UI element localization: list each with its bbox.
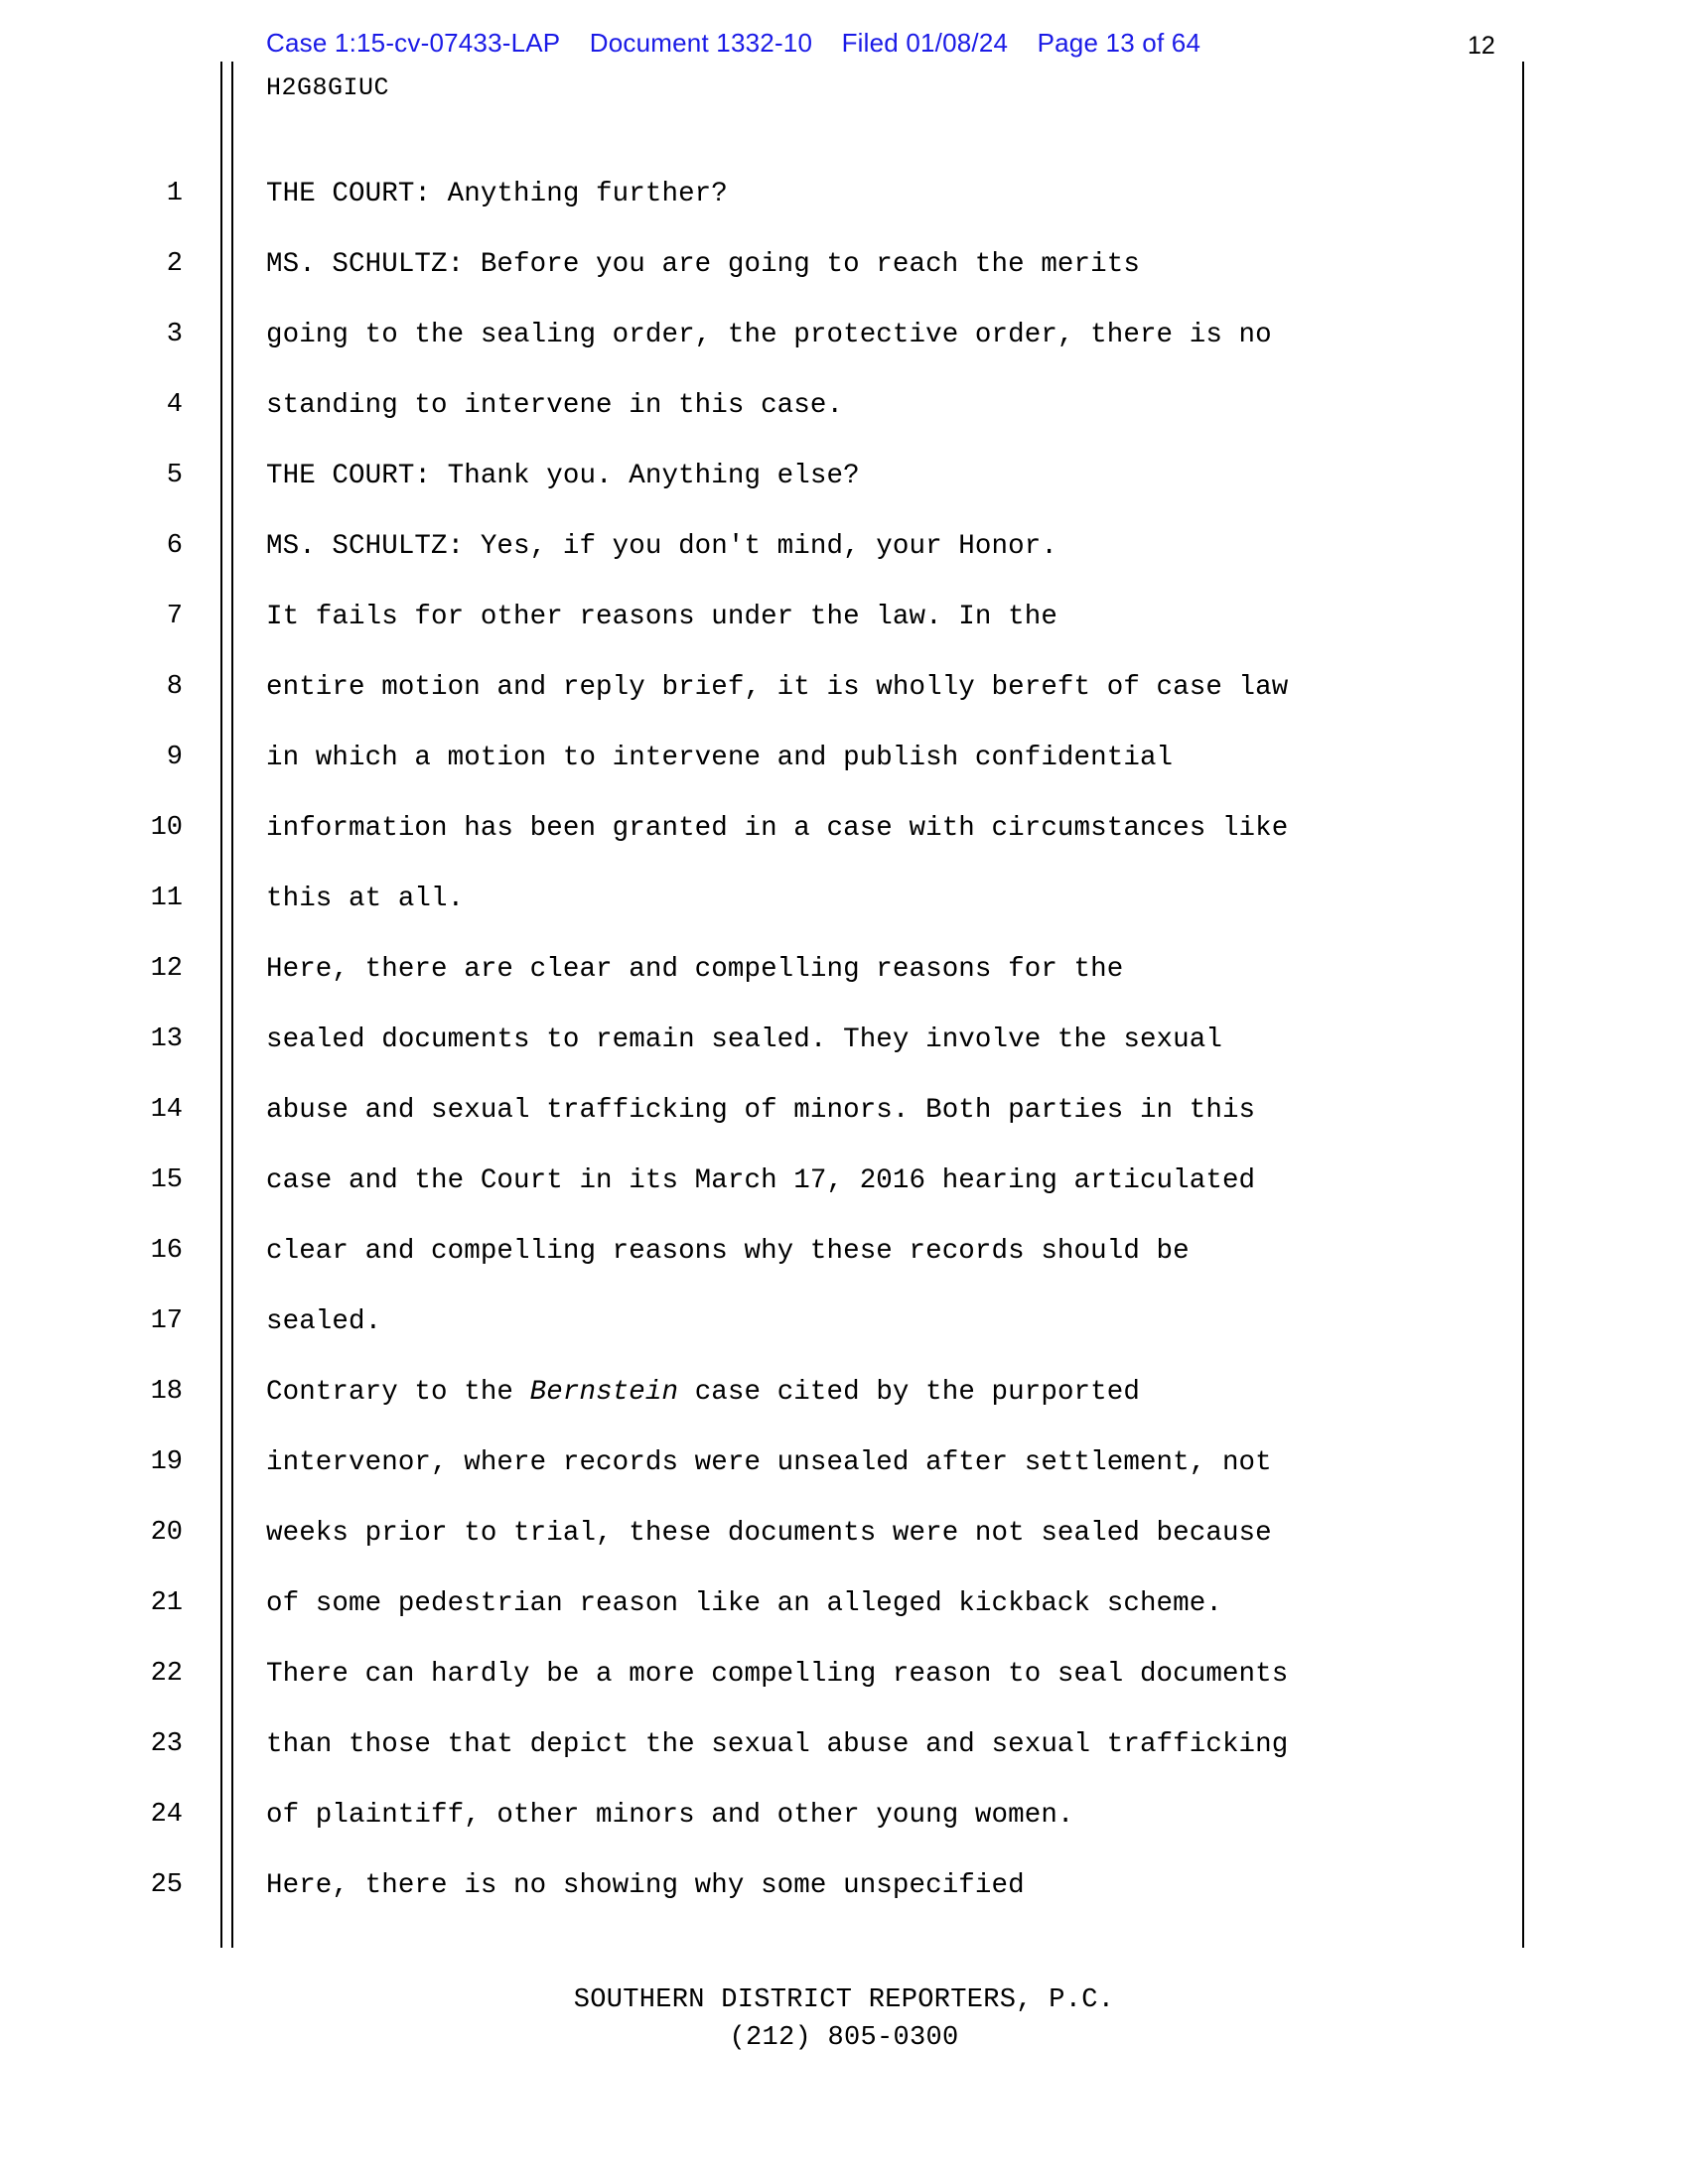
line-text: Here, there is no showing why some unspecified — [266, 1870, 1025, 1901]
line-number: 25 — [150, 1870, 183, 1900]
line-text: intervenor, where records were unsealed after settlement, not — [266, 1447, 1272, 1478]
line-number: 15 — [150, 1165, 183, 1195]
line-number: 21 — [150, 1588, 183, 1618]
transcript-line — [0, 1146, 1688, 1216]
page-number: 12 — [1468, 32, 1495, 60]
transcript-line — [0, 1780, 1688, 1850]
line-text: of plaintiff, other minors and other young women. — [266, 1800, 1074, 1831]
line-number: 8 — [166, 672, 183, 702]
line-text: case and the Court in its March 17, 2016 hearing articulated — [266, 1165, 1256, 1196]
ecf-filing-stamp — [266, 28, 1418, 59]
line-text: abuse and sexual trafficking of minors. Both parties in this — [266, 1095, 1256, 1126]
line-text: MS. SCHULTZ: Before you are going to reach the merits — [266, 249, 1140, 280]
line-text: standing to intervene in this case. — [266, 390, 844, 421]
transcript-line — [0, 511, 1688, 582]
transcript-line — [0, 229, 1688, 300]
line-text: sealed. — [266, 1306, 382, 1337]
line-number: 12 — [150, 954, 183, 984]
reporter-phone: (212) 805-0300 — [729, 2023, 959, 2053]
transcript-line — [0, 1569, 1688, 1639]
transcript-line — [0, 1287, 1688, 1357]
line-number: 22 — [150, 1659, 183, 1689]
line-number: 20 — [150, 1518, 183, 1548]
line-text: Here, there are clear and compelling reasons for the — [266, 954, 1124, 985]
line-text: THE COURT: Anything further? — [266, 179, 728, 209]
line-number: 19 — [150, 1447, 183, 1477]
line-text: than those that depict the sexual abuse and sexual trafficking — [266, 1729, 1289, 1760]
line-number: 10 — [150, 813, 183, 843]
transcript-id: H2G8GIUC — [266, 73, 390, 102]
line-number: 1 — [166, 179, 183, 208]
line-number: 9 — [166, 743, 183, 772]
line-number: 23 — [150, 1729, 183, 1759]
transcript-line — [0, 1357, 1688, 1428]
transcript-line — [0, 159, 1688, 229]
page-footer — [0, 1985, 1688, 2053]
line-text: going to the sealing order, the protective order, there is no — [266, 320, 1272, 350]
transcript-line — [0, 1216, 1688, 1287]
transcript-line — [0, 441, 1688, 511]
case-name-italic: Bernstein — [529, 1377, 679, 1408]
line-text: sealed documents to remain sealed. They involve the sexual — [266, 1024, 1222, 1055]
ecf-filed-date: Filed 01/08/24 — [841, 28, 1009, 58]
line-text: this at all. — [266, 884, 465, 914]
transcript-line — [0, 793, 1688, 864]
line-number: 24 — [150, 1800, 183, 1830]
line-number: 18 — [150, 1377, 183, 1407]
line-number: 4 — [166, 390, 183, 420]
line-text: entire motion and reply brief, it is wholly bereft of case law — [266, 672, 1289, 703]
line-number: 7 — [166, 602, 183, 631]
line-text: It fails for other reasons under the law. In the — [266, 602, 1057, 632]
transcript-line — [0, 1075, 1688, 1146]
transcript-line — [0, 1850, 1688, 1921]
line-text: information has been granted in a case with circumstances like — [266, 813, 1289, 844]
transcript-line — [0, 370, 1688, 441]
line-text: clear and compelling reasons why these records should be — [266, 1236, 1190, 1267]
transcript-line — [0, 1005, 1688, 1075]
transcript-line — [0, 1428, 1688, 1498]
line-text: There can hardly be a more compelling reason to seal documents — [266, 1659, 1289, 1690]
line-number: 11 — [150, 884, 183, 913]
transcript-line — [0, 1498, 1688, 1569]
transcript-line — [0, 1639, 1688, 1709]
line-text: MS. SCHULTZ: Yes, if you don't mind, your Honor. — [266, 531, 1057, 562]
reporter-name: SOUTHERN DISTRICT REPORTERS, P.C. — [573, 1985, 1115, 2015]
line-number: 5 — [166, 461, 183, 490]
line-number: 3 — [166, 320, 183, 349]
transcript-line — [0, 723, 1688, 793]
transcript-body — [0, 159, 1688, 1921]
line-text: Contrary to the Bernstein case cited by the purported — [266, 1377, 1140, 1408]
ecf-document-number: Document 1332-10 — [589, 28, 813, 58]
line-number: 17 — [150, 1306, 183, 1336]
line-number: 13 — [150, 1024, 183, 1054]
transcript-line — [0, 300, 1688, 370]
line-number: 16 — [150, 1236, 183, 1266]
transcript-line — [0, 864, 1688, 934]
transcript-line — [0, 934, 1688, 1005]
transcript-line — [0, 1709, 1688, 1780]
line-text: of some pedestrian reason like an alleged kickback scheme. — [266, 1588, 1222, 1619]
line-number: 2 — [166, 249, 183, 279]
line-number: 6 — [166, 531, 183, 561]
transcript-line — [0, 582, 1688, 652]
ecf-page-of: Page 13 of 64 — [1037, 28, 1201, 58]
ecf-case-number: Case 1:15-cv-07433-LAP — [266, 28, 561, 58]
line-text: THE COURT: Thank you. Anything else? — [266, 461, 860, 491]
transcript-line — [0, 652, 1688, 723]
line-text: weeks prior to trial, these documents were not sealed because — [266, 1518, 1272, 1549]
line-number: 14 — [150, 1095, 183, 1125]
line-text: in which a motion to intervene and publish confidential — [266, 743, 1174, 773]
